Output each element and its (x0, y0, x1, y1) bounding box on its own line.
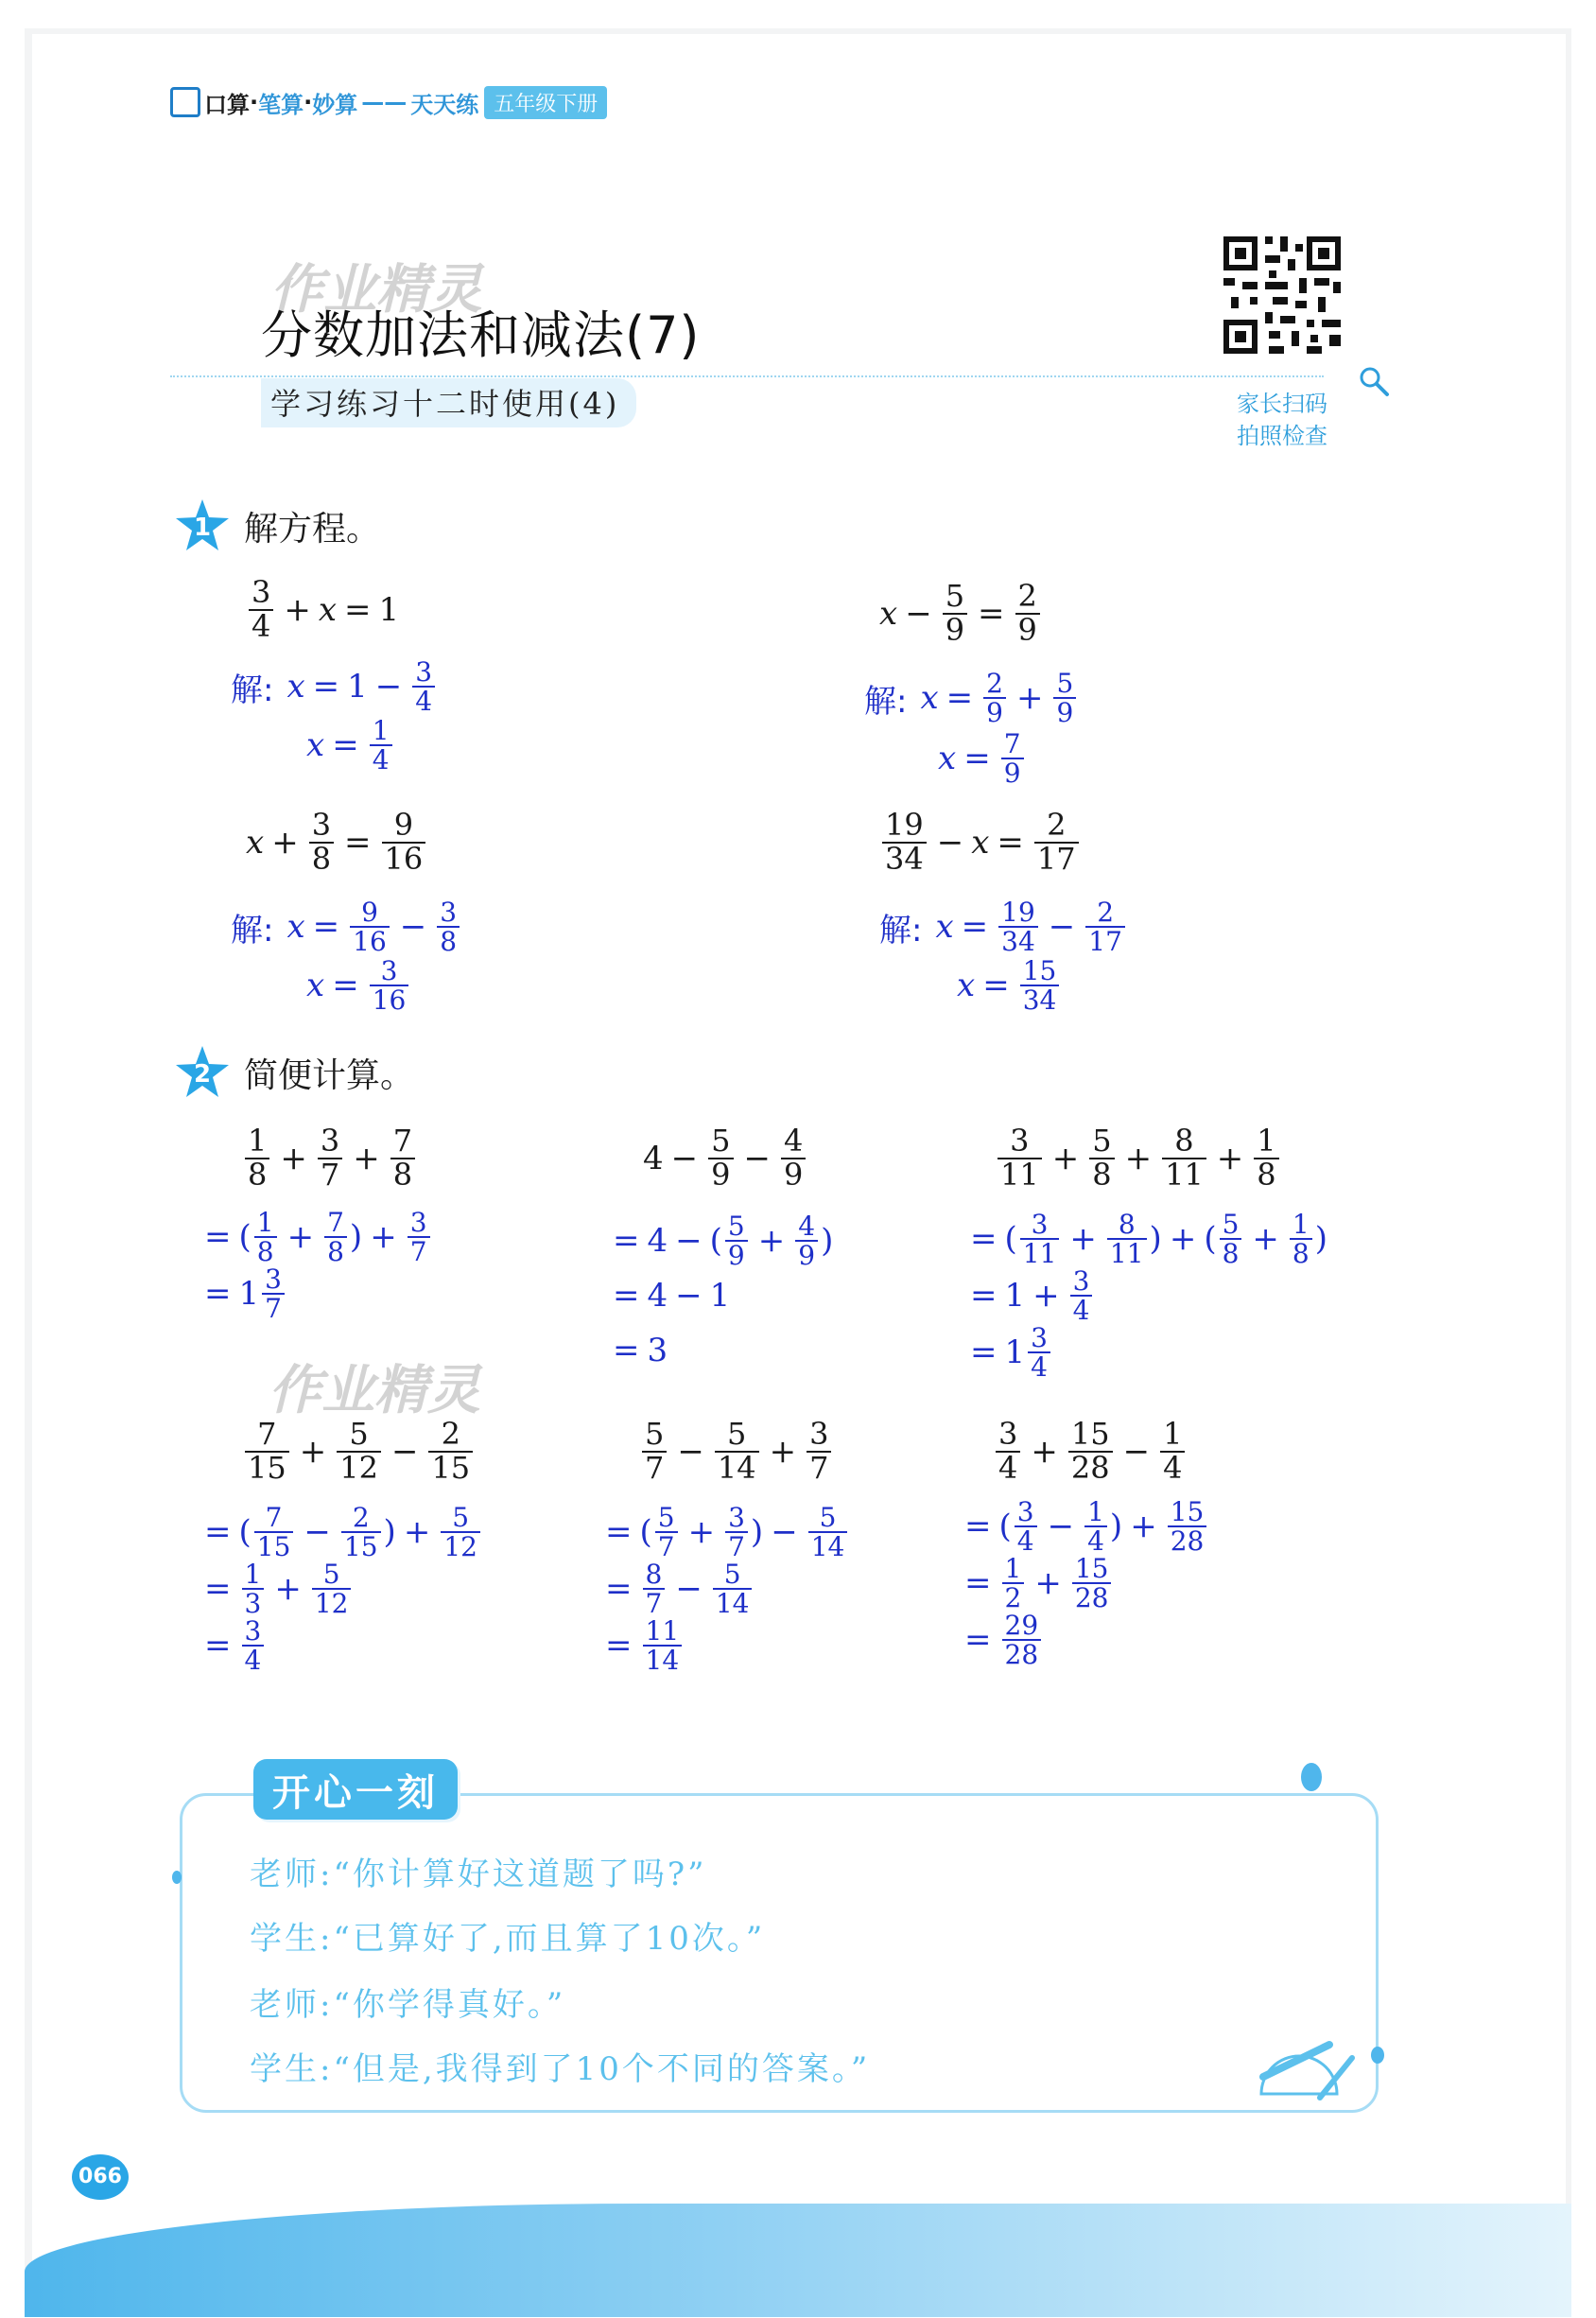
fraction: $\frac{3}{11}$ (1020, 1211, 1060, 1268)
equation-2-problem: x − $\frac{5}{9}$ = $\frac{2}{9}$ (879, 581, 1043, 646)
equation-1-problem: $\frac{3}{4}$ + x = 1 (246, 577, 399, 642)
section-2-label: 简便计算。 (244, 1055, 415, 1095)
banner-dot: · (250, 89, 259, 115)
decor-dot (1371, 2047, 1384, 2064)
lesson-title: 分数加法和减法(7) (261, 305, 701, 365)
section-2-number: 2 (193, 1060, 212, 1089)
fraction: $\frac{8}{11}$ (1162, 1125, 1206, 1191)
fraction: $\frac{2}{17}$ (1034, 810, 1079, 875)
fraction: $\frac{3}{16}$ (370, 957, 409, 1015)
fraction: $\frac{8}{7}$ (643, 1560, 666, 1618)
series-banner (170, 85, 607, 119)
fraction: $\frac{3}{4}$ (412, 658, 435, 716)
fraction: $\frac{3}{8}$ (309, 810, 334, 875)
fraction: $\frac{1}{3}$ (242, 1560, 265, 1618)
calc-1-step-1: = ( $\frac{1}{8}$ + $\frac{7}{8}$ ) + $\frac{3}{7}$ (197, 1209, 433, 1266)
calc-3-problem: $\frac{3}{11}$ + $\frac{5}{8}$ + $\frac{8}{11}$ + $\frac{1}{8}$ (995, 1125, 1282, 1191)
banner-dash: —— (361, 89, 408, 115)
fraction: $\frac{8}{11}$ (1107, 1211, 1147, 1268)
section-1-number: 1 (193, 514, 212, 542)
calc-5-result: = $\frac{11}{14}$ (598, 1617, 685, 1675)
fraction: $\frac{3}{4}$ (1070, 1267, 1093, 1325)
star-badge-icon (174, 1044, 231, 1101)
qr-code-icon[interactable] (1216, 229, 1348, 361)
calc-5-step-1: = ( $\frac{5}{7}$ + $\frac{3}{7}$ ) − $\frac{5}{14}$ (598, 1504, 850, 1561)
fraction: $\frac{15}{34}$ (1020, 957, 1060, 1015)
calc-6-result: = $\frac{29}{28}$ (957, 1612, 1044, 1669)
calc-4-step-2: = $\frac{1}{3}$ + $\frac{5}{12}$ (197, 1560, 354, 1618)
search-icon (1358, 365, 1390, 397)
calc-4-problem: $\frac{7}{15}$ + $\frac{5}{12}$ − $\frac{2}{15}$ (242, 1419, 476, 1484)
calc-6-step-1: = ( $\frac{3}{4}$ − $\frac{1}{4}$ ) + $\frac{15}{28}$ (957, 1498, 1209, 1556)
fun-line-4: 学生:“但是,我得到了10个不同的答案。” (250, 2050, 871, 2088)
equation-4-step-2: x = $\frac{15}{34}$ (957, 957, 1062, 1015)
qr-caption (1225, 388, 1339, 452)
fraction: $\frac{4}{9}$ (781, 1125, 806, 1191)
fraction: $\frac{3}{7}$ (807, 1419, 831, 1484)
fraction: $\frac{3}{7}$ (262, 1265, 285, 1323)
fraction: $\frac{15}{28}$ (1072, 1555, 1112, 1612)
fraction: $\frac{3}{7}$ (408, 1209, 430, 1266)
fraction: $\frac{1}{4}$ (1084, 1498, 1107, 1556)
fraction: $\frac{3}{7}$ (725, 1504, 748, 1561)
fraction: $\frac{5}{8}$ (1220, 1211, 1242, 1268)
banner-part-2: 笔算 (258, 91, 304, 118)
fraction: $\frac{1}{4}$ (370, 717, 392, 775)
fraction: $\frac{19}{34}$ (998, 898, 1038, 956)
fraction: $\frac{15}{28}$ (1168, 1498, 1207, 1556)
fraction: $\frac{3}{11}$ (998, 1125, 1042, 1191)
watermark-middle: 作业精灵 (269, 1360, 480, 1421)
calc-2-step-1: = 4 − ( $\frac{5}{9}$ + $\frac{4}{9}$ ) (613, 1211, 834, 1272)
fraction: $\frac{3}{7}$ (318, 1125, 342, 1191)
fun-line-3: 老师:“你学得真好。” (250, 1986, 566, 2024)
fraction: $\frac{4}{9}$ (795, 1212, 818, 1270)
fraction: $\frac{5}{14}$ (713, 1560, 753, 1618)
fraction: $\frac{5}{9}$ (725, 1212, 748, 1270)
page-number: 066 (72, 2154, 129, 2200)
equation-1-step-2: x = $\frac{1}{4}$ (306, 717, 395, 775)
fraction: $\frac{7}{8}$ (390, 1125, 415, 1191)
fraction: $\frac{1}{8}$ (1290, 1211, 1312, 1268)
section-2-heading (174, 1044, 414, 1101)
fraction: $\frac{9}{16}$ (382, 810, 426, 875)
banner-part-1: 口算 (204, 91, 250, 118)
fun-line-1: 老师:“你计算好这道题了吗?” (250, 1856, 707, 1893)
fraction: $\frac{5}{9}$ (1053, 670, 1076, 727)
qr-caption-line-2: 拍照检查 (1237, 423, 1327, 449)
fraction: $\frac{1}{4}$ (1160, 1419, 1185, 1484)
calc-4-step-1: = ( $\frac{7}{15}$ − $\frac{2}{15}$ ) + $\frac{5}{12}$ (197, 1504, 483, 1561)
equation-4-problem: $\frac{19}{34}$ − x = $\frac{2}{17}$ (879, 810, 1082, 875)
banner-box-icon (170, 87, 200, 117)
fraction: $\frac{2}{17}$ (1085, 898, 1125, 956)
fraction: $\frac{19}{34}$ (882, 810, 927, 875)
calc-5-problem: $\frac{5}{7}$ − $\frac{5}{14}$ + $\frac{3}{7}$ (639, 1419, 834, 1484)
calc-2-step-2: = 4 − 1 (613, 1277, 731, 1315)
calc-2-problem: 4 − $\frac{5}{9}$ − $\frac{4}{9}$ (643, 1125, 808, 1191)
fraction: $\frac{3}{4}$ (249, 577, 273, 642)
fraction: $\frac{5}{14}$ (715, 1419, 759, 1484)
fraction: $\frac{7}{8}$ (324, 1209, 347, 1266)
section-1-heading (174, 497, 380, 554)
fraction: $\frac{2}{15}$ (428, 1419, 473, 1484)
ruler-pencil-icon (1254, 2039, 1358, 2105)
fraction: $\frac{2}{9}$ (983, 670, 1006, 727)
fraction: $\frac{5}{8}$ (1089, 1125, 1114, 1191)
equation-1-step-1: 解: x = 1 − $\frac{3}{4}$ (231, 658, 438, 716)
fraction: $\frac{3}{4}$ (996, 1419, 1020, 1484)
fraction: $\frac{7}{15}$ (245, 1419, 289, 1484)
fraction: $\frac{5}{9}$ (708, 1125, 733, 1191)
calc-6-step-2: = $\frac{1}{2}$ + $\frac{15}{28}$ (957, 1555, 1114, 1612)
fraction: $\frac{1}{2}$ (1002, 1555, 1025, 1612)
calc-3-step-1: = ( $\frac{3}{11}$ + $\frac{8}{11}$ ) + ( $\frac{5}{8}$ + $\frac{1}{8}$ ) (970, 1209, 1327, 1270)
fraction: $\frac{3}{4}$ (1015, 1498, 1037, 1556)
calc-5-step-2: = $\frac{8}{7}$ − $\frac{5}{14}$ (598, 1560, 755, 1618)
equation-2-step-2: x = $\frac{7}{9}$ (938, 730, 1027, 788)
equation-3-step-1: 解: x = $\frac{9}{16}$ − $\frac{3}{8}$ (231, 898, 462, 956)
fraction: $\frac{5}{12}$ (337, 1419, 381, 1484)
calc-1-problem: $\frac{1}{8}$ + $\frac{3}{7}$ + $\frac{7}{8}$ (242, 1125, 418, 1191)
fun-line-2: 学生:“已算好了,而且算了10次。” (250, 1920, 766, 1958)
fraction: $\frac{3}{8}$ (437, 898, 460, 956)
equation-2-step-1: 解: x = $\frac{2}{9}$ + $\frac{5}{9}$ (864, 670, 1079, 727)
fraction: $\frac{7}{15}$ (254, 1504, 294, 1561)
fraction: $\frac{11}{14}$ (643, 1617, 683, 1675)
banner-series: 天天练 (410, 91, 479, 118)
calc-3-result: = 1 $\frac{3}{4}$ (963, 1324, 1053, 1382)
lesson-subtitle: 学习练习十二时使用(4) (261, 378, 636, 427)
fraction: $\frac{5}{14}$ (808, 1504, 848, 1561)
calc-4-result: = $\frac{3}{4}$ (197, 1617, 267, 1675)
fraction: $\frac{5}{12}$ (441, 1504, 480, 1561)
fraction: $\frac{3}{4}$ (1028, 1324, 1050, 1382)
fraction: $\frac{5}{12}$ (312, 1560, 352, 1618)
header-divider (170, 375, 1324, 377)
fraction: $\frac{5}{7}$ (655, 1504, 678, 1561)
fraction: $\frac{1}{8}$ (245, 1125, 269, 1191)
equation-4-step-1: 解: x = $\frac{19}{34}$ − $\frac{2}{17}$ (879, 898, 1128, 956)
fun-moment-tag: 开心一刻 (253, 1759, 458, 1820)
equation-3-step-2: x = $\frac{3}{16}$ (306, 957, 411, 1015)
fraction: $\frac{1}{8}$ (254, 1209, 277, 1266)
equation-3-problem: x + $\frac{3}{8}$ = $\frac{9}{16}$ (246, 810, 428, 875)
qr-caption-line-1: 家长扫码 (1237, 391, 1327, 417)
fraction: $\frac{5}{7}$ (642, 1419, 667, 1484)
fraction: $\frac{3}{4}$ (242, 1617, 265, 1675)
fraction: $\frac{2}{15}$ (341, 1504, 381, 1561)
fraction: $\frac{29}{28}$ (1002, 1612, 1042, 1669)
section-1-label: 解方程。 (244, 509, 381, 549)
fraction: $\frac{9}{16}$ (350, 898, 390, 956)
decor-drop (1301, 1763, 1322, 1791)
calc-1-result: = 1 $\frac{3}{7}$ (197, 1265, 287, 1323)
calc-2-result: = 3 (613, 1332, 668, 1369)
calc-3-step-2: = 1 + $\frac{3}{4}$ (963, 1267, 1095, 1325)
calc-6-problem: $\frac{3}{4}$ + $\frac{15}{28}$ − $\frac{1}{4}$ (993, 1419, 1188, 1484)
banner-dot: · (304, 89, 313, 115)
banner-grade: 五年级下册 (484, 86, 607, 119)
decor-dot (172, 1871, 182, 1884)
fraction: $\frac{7}{9}$ (1001, 730, 1024, 788)
fraction: $\frac{5}{9}$ (943, 581, 967, 646)
fraction: $\frac{2}{9}$ (1015, 581, 1040, 646)
fraction: $\frac{1}{8}$ (1254, 1125, 1278, 1191)
fraction: $\frac{15}{28}$ (1068, 1419, 1113, 1484)
banner-part-3: 妙算 (312, 91, 358, 118)
watermark-top: 作业精灵 (270, 259, 482, 321)
bottom-wave (25, 2204, 1571, 2317)
star-badge-icon (174, 497, 231, 554)
